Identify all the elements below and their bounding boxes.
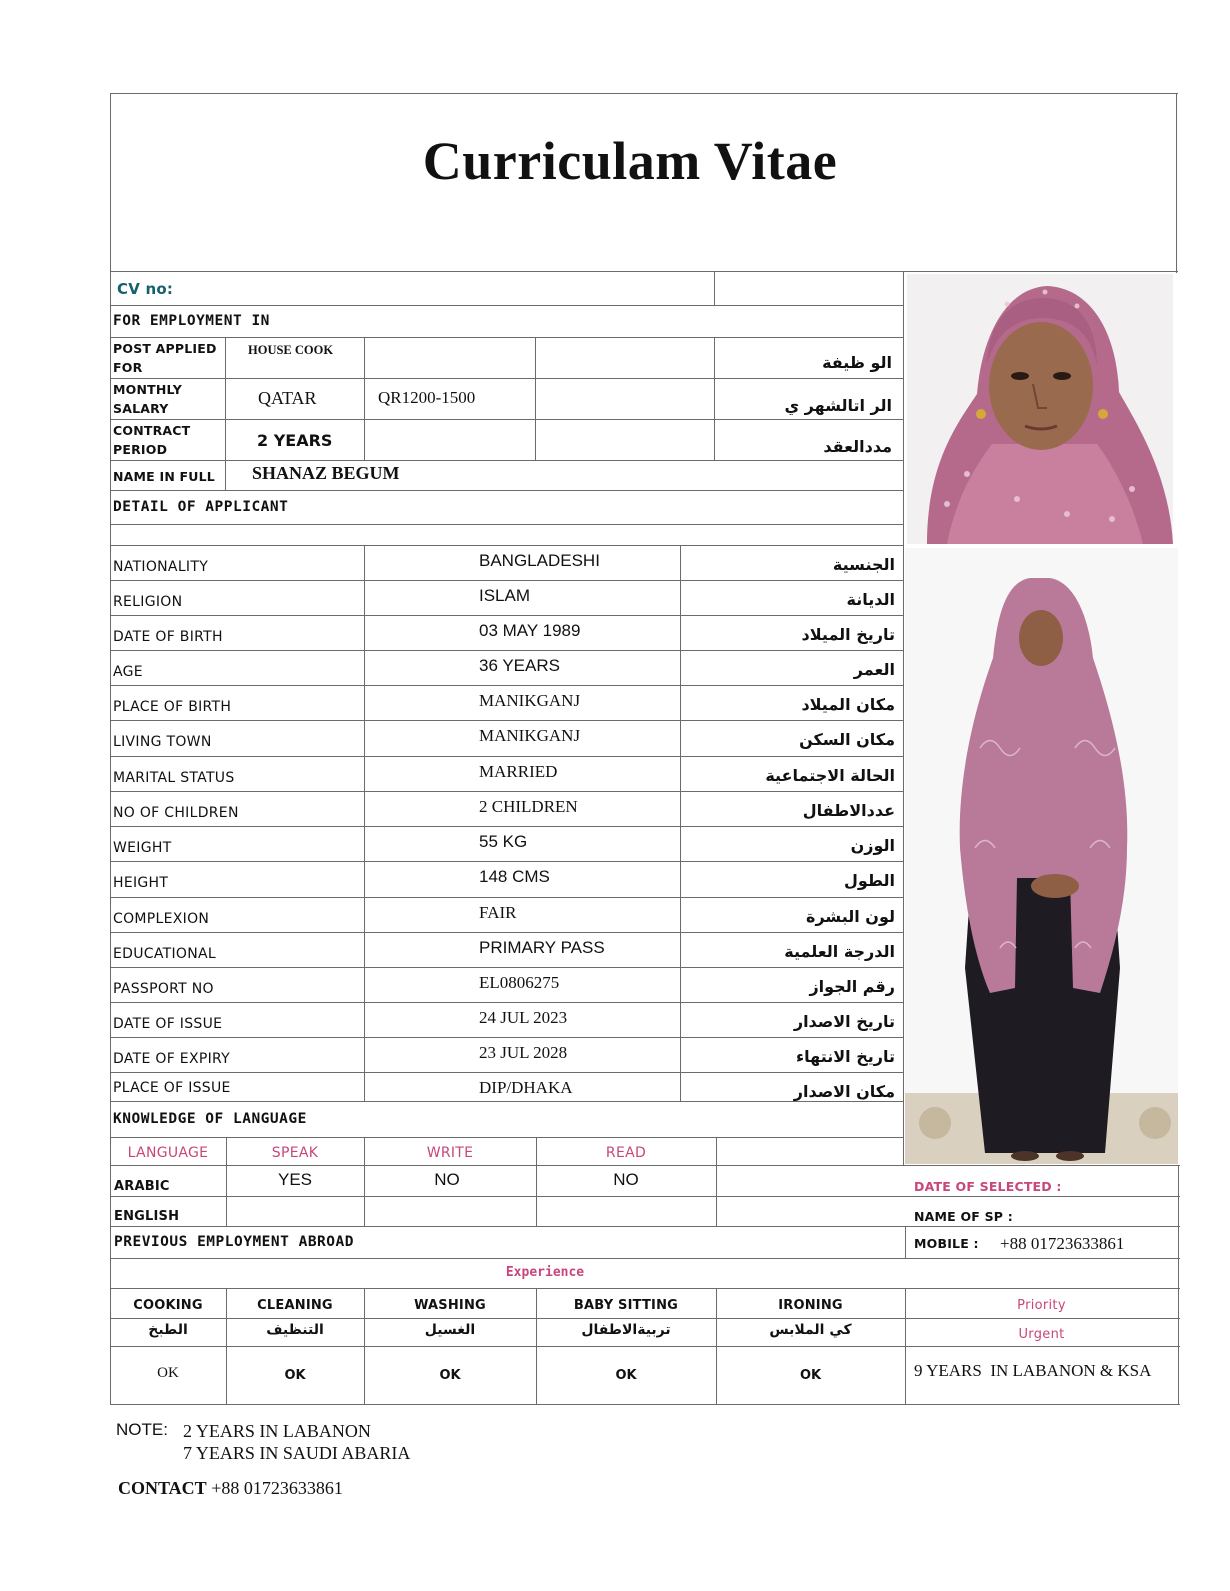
applicant-value-ar: الديانة <box>846 590 895 609</box>
applicant-value: EL0806275 <box>479 973 560 992</box>
skill-name-ar: تربيةالاطفال <box>581 1322 671 1338</box>
lang-header-speak: SPEAK <box>271 1145 319 1161</box>
applicant-label: LIVING TOWN <box>113 734 212 750</box>
applicant-value-ar: عددالاطفال <box>802 801 895 820</box>
full-body-photo <box>905 548 1178 1164</box>
applicant-value-ar: تاريخ الميلاد <box>801 625 895 644</box>
date-selected-label: DATE OF SELECTED : <box>914 1179 1062 1194</box>
applicant-value-ar: رقم الجواز <box>809 977 895 996</box>
skill-name: BABY SITTING <box>573 1298 679 1313</box>
experience-summary: 9 YEARS IN LABANON & KSA <box>914 1361 1152 1380</box>
note-label: NOTE: <box>116 1420 168 1439</box>
applicant-value-ar: مكان الميلاد <box>801 695 895 714</box>
applicant-value: ISLAM <box>479 586 531 605</box>
applicant-value: PRIMARY PASS <box>479 938 605 957</box>
lang-header-language: LANGUAGE <box>127 1145 209 1161</box>
applicant-label: WEIGHT <box>113 840 172 856</box>
skill-name: CLEANING <box>257 1298 333 1313</box>
contract-ar: مددالعقد <box>823 437 892 456</box>
urgent-label: Urgent <box>1018 1327 1065 1342</box>
applicant-label: NO OF CHILDREN <box>113 805 239 821</box>
applicant-label: DATE OF ISSUE <box>113 1016 223 1032</box>
skill-value: OK <box>615 1368 637 1383</box>
applicant-value: 23 JUL 2028 <box>479 1043 568 1062</box>
applicant-value: FAIR <box>479 903 517 922</box>
mobile-label: MOBILE : <box>914 1236 979 1251</box>
applicant-label: DATE OF BIRTH <box>113 629 223 645</box>
applicant-label: COMPLEXION <box>113 911 210 927</box>
applicant-value-ar: العمر <box>853 660 895 679</box>
applicant-label: NATIONALITY <box>113 559 209 575</box>
applicant-label: PLACE OF ISSUE <box>113 1080 231 1096</box>
applicant-value: BANGLADESHI <box>479 551 600 570</box>
lang-english: ENGLISH <box>114 1209 180 1224</box>
applicant-value-ar: الجنسية <box>832 555 895 574</box>
applicant-value-ar: تاريخ الاصدار <box>793 1012 895 1031</box>
lang-arabic-speak: YES <box>277 1170 313 1189</box>
applicant-value-ar: لون البشرة <box>806 907 895 926</box>
applicant-value: MANIKGANJ <box>479 691 581 710</box>
section-applicant: DETAIL OF APPLICANT <box>113 499 289 515</box>
experience-title: Experience <box>505 1265 585 1280</box>
applicant-label: MARITAL STATUS <box>113 770 235 786</box>
applicant-value-ar: مكان السكن <box>799 730 895 749</box>
post-applied-value: HOUSE COOK <box>248 343 334 357</box>
applicant-value: 148 CMS <box>479 867 550 886</box>
section-employment: FOR EMPLOYMENT IN <box>113 313 270 329</box>
post-applied-label: POST APPLIED FOR <box>113 341 217 375</box>
applicant-label: HEIGHT <box>113 875 169 891</box>
contract-label: CONTRACT PERIOD <box>113 423 191 457</box>
contact-line <box>118 1478 343 1499</box>
full-body-photo-drawing <box>905 548 1178 1164</box>
skill-value: OK <box>439 1368 461 1383</box>
applicant-value: 03 MAY 1989 <box>479 621 581 640</box>
applicant-label: AGE <box>113 664 143 680</box>
applicant-value-ar: تاريخ الانتهاء <box>795 1047 895 1066</box>
priority-label: Priority <box>1017 1298 1066 1313</box>
applicant-value: 24 JUL 2023 <box>479 1008 568 1027</box>
applicant-value-ar: مكان الاصدار <box>793 1082 895 1101</box>
note-line-1: 2 YEARS IN LABANON <box>183 1421 371 1441</box>
contact-value: +88 01723633861 <box>211 1478 343 1498</box>
page-title: Curriculam Vitae <box>422 131 838 191</box>
applicant-value-ar: الطول <box>844 871 895 890</box>
portrait-photo-drawing <box>907 274 1173 544</box>
skill-value: OK <box>157 1365 179 1381</box>
applicant-label: RELIGION <box>113 594 183 610</box>
contact-label: CONTACT <box>118 1478 207 1498</box>
applicant-value: MANIKGANJ <box>479 726 581 745</box>
lang-arabic-write: NO <box>434 1170 460 1189</box>
skill-name: COOKING <box>133 1298 203 1313</box>
name-value: SHANAZ BEGUM <box>252 463 400 483</box>
section-language: KNOWLEDGE OF LANGUAGE <box>113 1111 307 1127</box>
applicant-value: 2 CHILDREN <box>479 797 578 816</box>
lang-arabic-read: NO <box>613 1170 639 1189</box>
applicant-value-ar: الحالة الاجتماعية <box>765 766 895 785</box>
applicant-value: DIP/DHAKA <box>479 1078 573 1097</box>
salary-country: QATAR <box>258 388 317 408</box>
skill-name-ar: الطبخ <box>148 1322 188 1338</box>
cv-no-label: CV no: <box>117 280 174 298</box>
salary-label: MONTHLY SALARY <box>113 382 182 416</box>
applicant-label: DATE OF EXPIRY <box>113 1051 230 1067</box>
applicant-label: PLACE OF BIRTH <box>113 699 232 715</box>
lang-header-read: READ <box>605 1145 647 1161</box>
salary-value: QR1200-1500 <box>378 388 476 407</box>
lang-header-write: WRITE <box>426 1145 474 1161</box>
applicant-value-ar: الوزن <box>850 836 895 855</box>
skill-name-ar: الغسيل <box>424 1322 476 1338</box>
skill-name-ar: كي الملابس <box>769 1322 852 1338</box>
skill-name: WASHING <box>414 1298 486 1313</box>
applicant-label: PASSPORT NO <box>113 981 214 997</box>
applicant-value-ar: الدرجة العلمية <box>784 942 895 961</box>
skill-value: OK <box>799 1368 822 1383</box>
applicant-value: MARRIED <box>479 762 558 781</box>
salary-ar: الر اتالشهر ي <box>784 396 892 415</box>
applicant-value: 55 KG <box>479 832 528 851</box>
applicant-value: 36 YEARS <box>479 656 560 675</box>
post-applied-ar: الو ظيفة <box>822 353 892 372</box>
section-previous-employment: PREVIOUS EMPLOYMENT ABROAD <box>114 1234 354 1250</box>
skill-value: OK <box>284 1368 306 1383</box>
applicant-label: EDUCATIONAL <box>113 946 216 962</box>
name-label: NAME IN FULL <box>113 469 215 484</box>
contract-value: 2 YEARS <box>257 431 333 450</box>
lang-arabic: ARABIC <box>114 1179 170 1194</box>
note-line-2: 7 YEARS IN SAUDI ABARIA <box>183 1443 411 1463</box>
sp-name-label: NAME OF SP : <box>914 1209 1013 1224</box>
mobile-value: +88 01723633861 <box>1000 1234 1125 1253</box>
skill-name-ar: التنظيف <box>266 1322 324 1338</box>
portrait-photo <box>907 274 1173 544</box>
skill-name: IRONING <box>778 1298 843 1313</box>
